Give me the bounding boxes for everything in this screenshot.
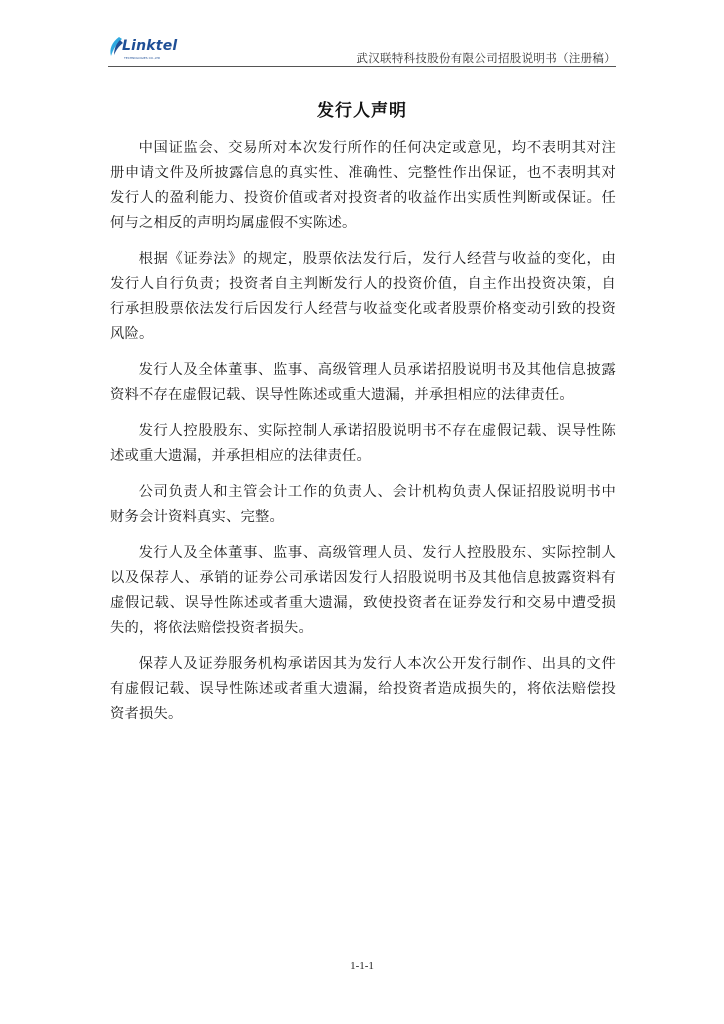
paragraph: 公司负责人和主管会计工作的负责人、会计机构负责人保证招股说明书中财务会计资料真实、完整。 bbox=[110, 484, 616, 525]
paragraph: 发行人及全体董事、监事、高级管理人员承诺招股说明书及其他信息披露资料不存在虚假记载、误导性陈述或重大遗漏，并承担相应的法律责任。 bbox=[110, 362, 616, 403]
company-logo bbox=[108, 36, 188, 66]
header-divider bbox=[108, 66, 616, 67]
paragraph: 保荐人及证券服务机构承诺因其为发行人本次公开发行制作、出具的文件有虚假记载、误导性陈述或者重大遗漏，给投资者造成损失的，将依法赔偿投资者损失。 bbox=[110, 656, 616, 722]
paragraph: 发行人控股股东、实际控制人承诺招股说明书不存在虚假记载、误导性陈述或重大遗漏，并承担相应的法律责任。 bbox=[110, 423, 616, 464]
logo-wordmark: Linktel bbox=[122, 38, 178, 54]
statement-body bbox=[110, 136, 616, 738]
page-header bbox=[108, 36, 616, 68]
logo-tagline: TECHNOLOGIES CO.,LTD bbox=[124, 56, 161, 60]
paragraph: 发行人及全体董事、监事、高级管理人员、发行人控股股东、实际控制人以及保荐人、承销的证券公司承诺因发行人招股说明书及其他信息披露资料有虚假记载、误导性陈述或者重大遗漏，致使投资者在证券发行和交易中遭受损失的，将依法赔偿投资者损失。 bbox=[110, 545, 616, 636]
paragraph: 中国证监会、交易所对本次发行所作的任何决定或意见，均不表明其对注册申请文件及所披露信息的真实性、准确性、完整性作出保证，也不表明其对发行人的盈利能力、投资价值或者对投资者的收益作出实质性判断或保证。任何与之相反的声明均属虚假不实陈述。 bbox=[110, 140, 616, 231]
paragraph: 根据《证券法》的规定，股票依法发行后，发行人经营与收益的变化，由发行人自行负责；投资者自主判断发行人的投资价值，自主作出投资决策，自行承担股票依法发行后因发行人经营与收益变化或者股票价格变动引致的投资风险。 bbox=[110, 251, 616, 342]
page-title: 发行人声明 bbox=[317, 101, 407, 121]
header-document-title: 武汉联特科技股份有限公司招股说明书（注册稿） bbox=[356, 51, 616, 65]
page-number: 1-1-1 bbox=[350, 960, 374, 972]
